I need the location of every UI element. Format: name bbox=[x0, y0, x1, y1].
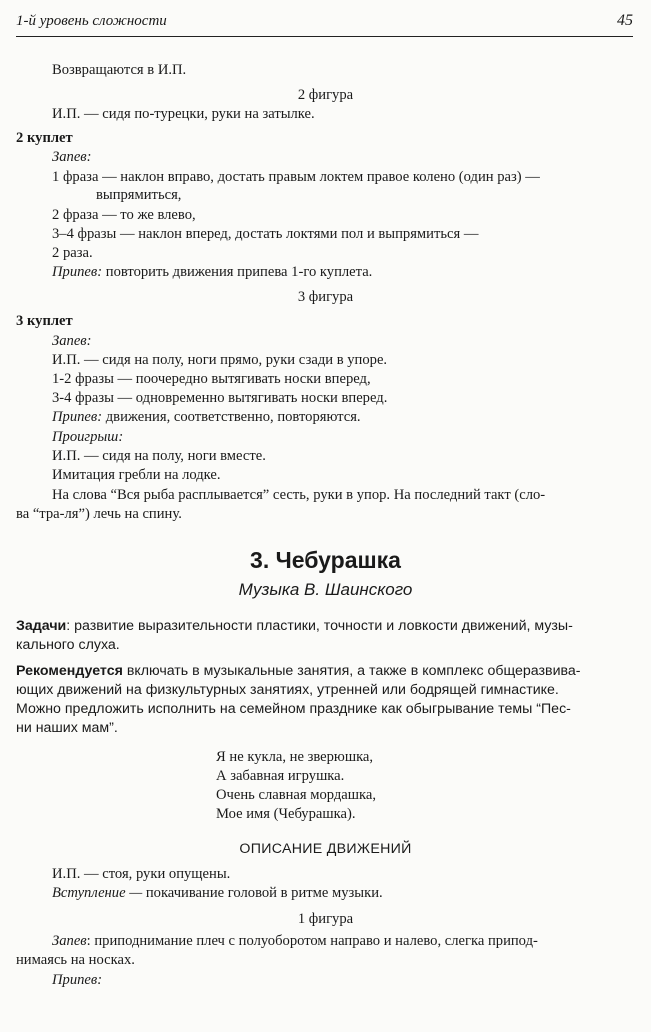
verse-heading: 3 куплет bbox=[16, 313, 73, 329]
pripev-text: движения, соответственно, повторяются. bbox=[102, 409, 361, 425]
zapev-label: Запев: bbox=[52, 149, 92, 165]
page-number: 45 bbox=[617, 12, 633, 29]
pripev-label: Припев: bbox=[52, 264, 103, 280]
recommend-line bbox=[16, 662, 581, 680]
intro-line bbox=[52, 884, 383, 902]
text-line: И.П. — сидя по-турецки, руки на затылке. bbox=[52, 106, 315, 122]
intro-text: покачивание головой в ритме музыки. bbox=[142, 885, 383, 901]
text-line: 3-4 фразы — одновременно вытягивать носки вперед. bbox=[52, 390, 388, 406]
zapev-text: : приподнимание плеч с полуоборотом направо и налево, слегка припод- bbox=[86, 933, 538, 949]
running-header bbox=[16, 10, 633, 37]
text-line: 2 фраза — то же влево, bbox=[52, 207, 196, 223]
text-line: И.П. — сидя на полу, ноги прямо, руки сзади в упоре. bbox=[52, 352, 388, 368]
poem-line: А забавная игрушка. bbox=[216, 768, 345, 784]
zapev-line bbox=[52, 932, 538, 950]
zapev-label: Запев bbox=[52, 933, 87, 949]
tasks-text: : развитие выразительности пластики, точности и ловкости движений, музы- bbox=[66, 618, 573, 634]
text-line: выпрямиться, bbox=[96, 187, 182, 203]
figure-heading: 1 фигура bbox=[297, 911, 354, 927]
text-line: Можно предложить исполнить на семейном празднике как обыгрывание темы “Пес- bbox=[16, 701, 571, 717]
figure-heading: 3 фигура bbox=[297, 289, 354, 305]
zapev-label: Запев: bbox=[52, 333, 92, 349]
text-line: Имитация гребли на лодке. bbox=[52, 467, 221, 483]
song-title: 3. Чебурашка bbox=[250, 547, 401, 573]
text-line: И.П. — сидя на полу, ноги вместе. bbox=[52, 448, 266, 464]
recommend-label: Рекомендуется bbox=[16, 663, 123, 679]
text-line: ющих движений на физкультурных занятиях, утренней или бодрящей гимнастике. bbox=[16, 682, 559, 698]
poem-line: Мое имя (Чебурашка). bbox=[216, 806, 356, 822]
pripev-text: повторить движения припева 1-го куплета. bbox=[102, 264, 373, 280]
recommend-text: включать в музыкальные занятия, а также в комплекс общеразвива- bbox=[122, 663, 581, 679]
verse-heading: 2 куплет bbox=[16, 130, 73, 146]
figure-heading: 2 фигура bbox=[297, 87, 354, 103]
text-line: кального слуха. bbox=[16, 637, 120, 653]
text-line: На слова “Вся рыба расплывается” сесть, руки в упор. На последний такт (сло- bbox=[52, 487, 546, 503]
tasks-line bbox=[16, 617, 573, 635]
text-line: И.П. — стоя, руки опущены. bbox=[52, 866, 231, 882]
intro-label: Вступление — bbox=[52, 885, 143, 901]
text-line: 2 раза. bbox=[52, 245, 93, 261]
proigrysh-label: Проигрыш: bbox=[52, 429, 124, 445]
text-line bbox=[52, 263, 372, 281]
text-line: нимаясь на носках. bbox=[16, 952, 135, 968]
text-line: ва “тра-ля”) лечь на спину. bbox=[16, 506, 182, 522]
text-line: 3–4 фразы — наклон вперед, достать локтями пол и выпрямиться — bbox=[52, 226, 479, 242]
text-line: 1-2 фразы — поочередно вытягивать носки вперед, bbox=[52, 371, 371, 387]
tasks-label: Задачи bbox=[16, 618, 67, 634]
header-section-title: 1-й уровень сложности bbox=[16, 13, 167, 29]
song-subtitle: Музыка В. Шаинского bbox=[238, 580, 413, 599]
movements-heading: ОПИСАНИЕ ДВИЖЕНИЙ bbox=[239, 841, 412, 857]
pripev-label: Припев: bbox=[52, 409, 103, 425]
text-line bbox=[52, 408, 361, 426]
poem-line: Очень славная мордашка, bbox=[216, 787, 377, 803]
pripev-label: Припев: bbox=[52, 972, 103, 988]
text-line: ни наших мам”. bbox=[16, 720, 118, 736]
poem-line: Я не кукла, не зверюшка, bbox=[216, 749, 374, 765]
text-line: 1 фраза — наклон вправо, достать правым локтем правое колено (один раз) — bbox=[52, 169, 540, 185]
text-line: Возвращаются в И.П. bbox=[52, 62, 187, 78]
